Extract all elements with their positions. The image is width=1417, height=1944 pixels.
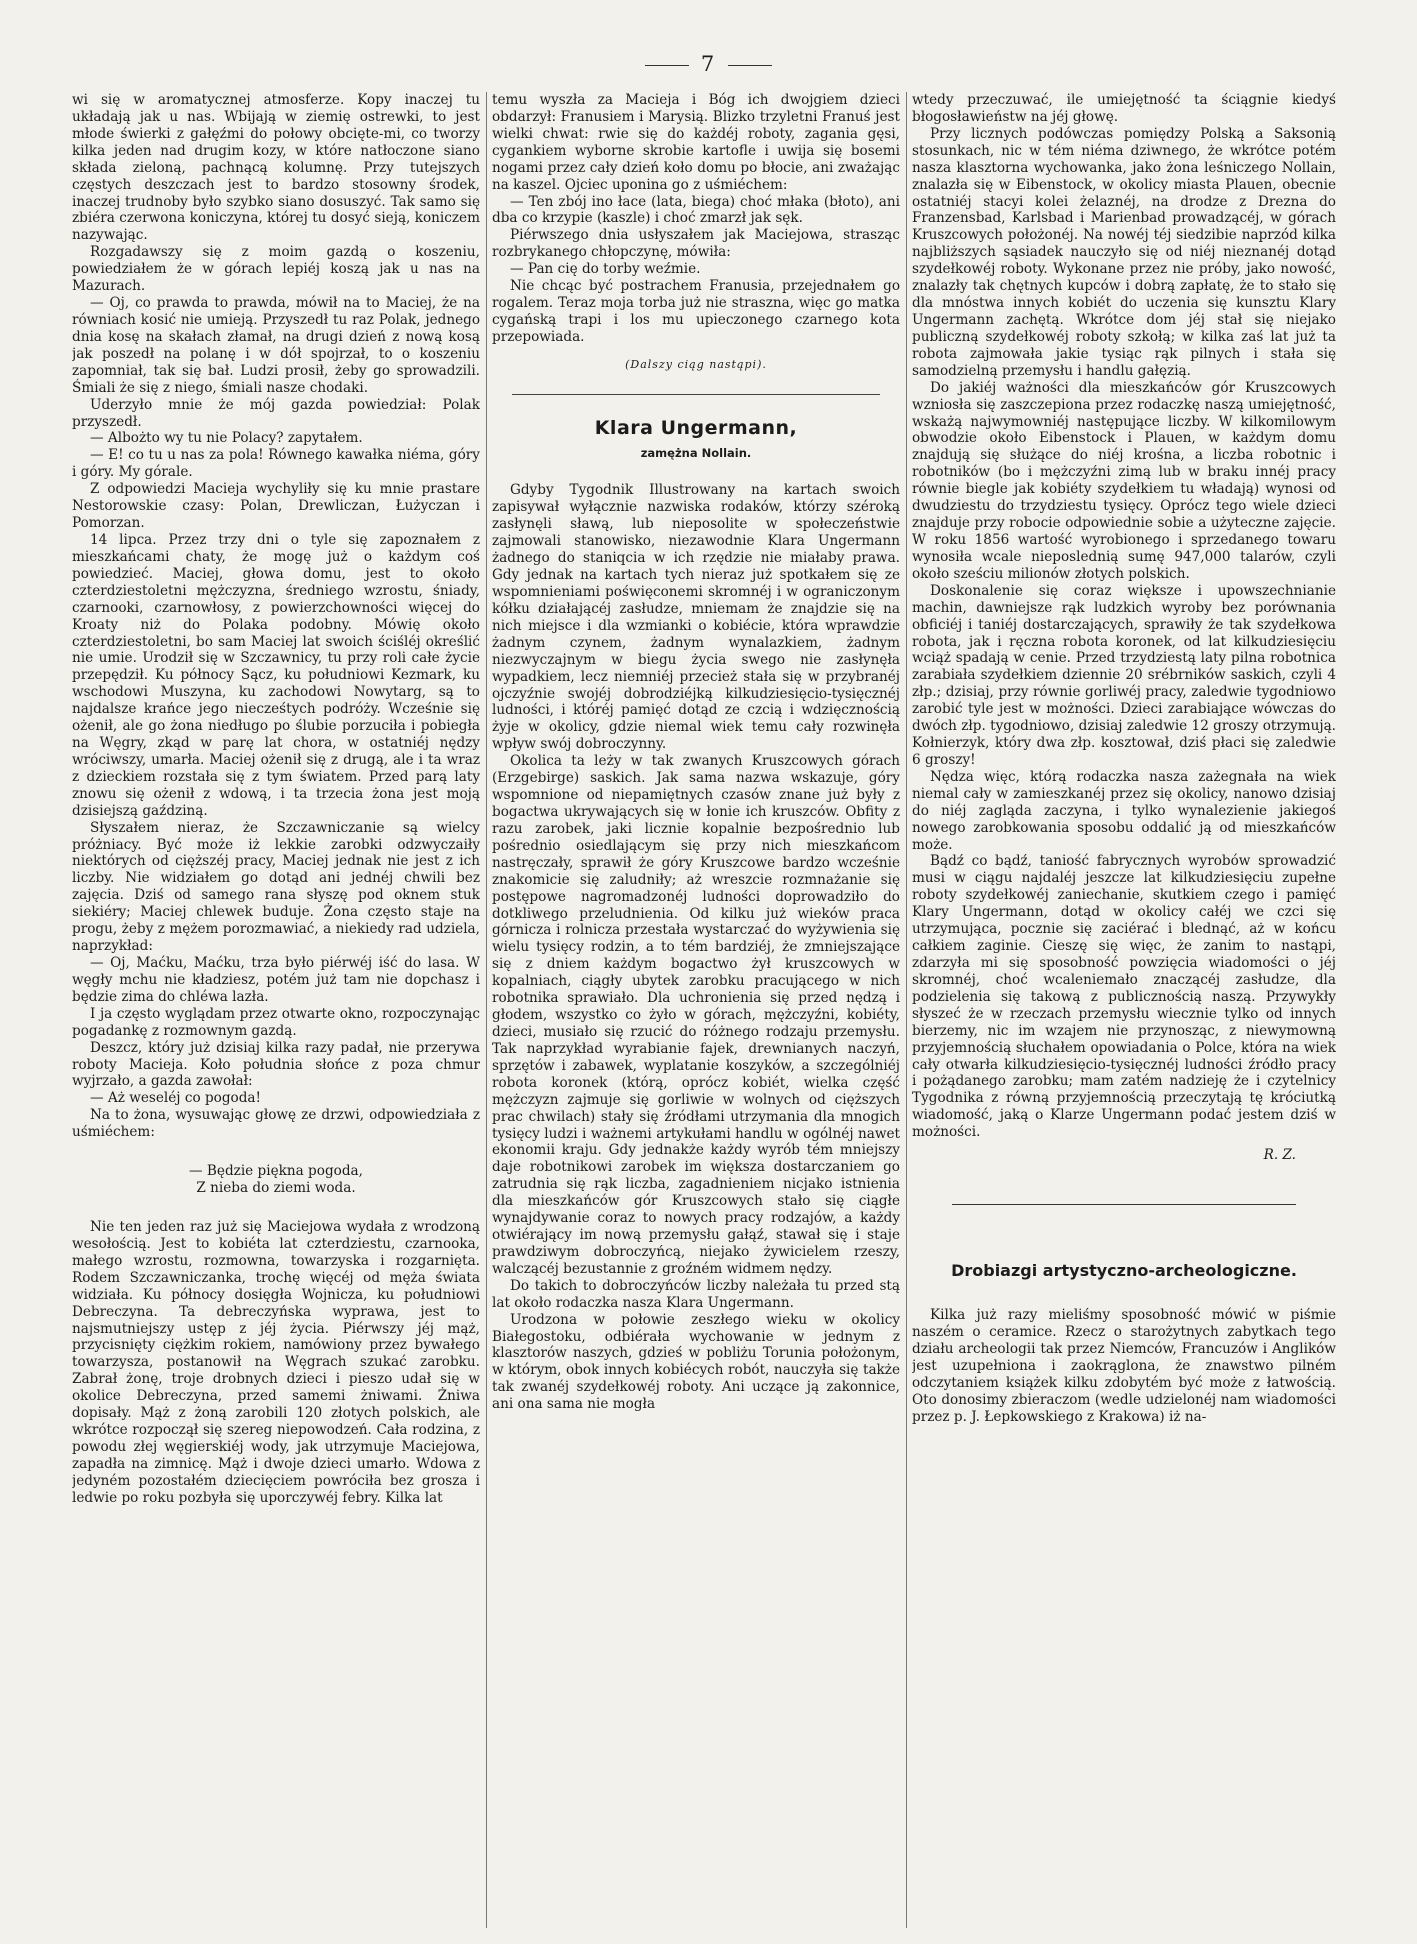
column-rule-2 [906, 92, 907, 1928]
paragraph: Z odpowiedzi Macieja wychyliły się ku mnie prastare Nestorowskie czasy: Polan, Drewliczan, Łużyczan i Pomorzan. [72, 481, 480, 532]
paragraph: Nędza więc, którą rodaczka nasza zażegnała na wiek niemal cały w zamieszkanéj przez się okolicy, nanowo dzisiaj do niéj zagląda zaczyna, i tylko wynalezienie jakiegoś nowego zarobkowania sposobu oddalić ją od mieszkańców może. [912, 768, 1336, 853]
paragraph: Uderzyło mnie że mój gazda powiedział: Polak przyszedł. [72, 396, 480, 430]
paragraph: — E! co tu u nas za pola! Równego kawałka niéma, góry i góry. My górale. [72, 447, 480, 481]
paragraph: I ja często wyglądam przez otwarte okno, rozpoczynając pogadankę z rozmownym gazdą. [72, 1005, 480, 1039]
column-2 [492, 92, 900, 1928]
paragraph: Nie ten jeden raz już się Maciejowa wydała z wrodzoną wesołością. Jest to kobiéta lat czterdziestu, czarnooka, małego wzrostu, rozmowna, towarzyska i rozgarnięta. Rodem Szczawniczanka, trochę więcéj od męża świata widziała. Ku północy dosięgła Wojnicza, ku południowi Debreczyna. Ta debreczyńska wyprawa, jest to najsmutniejszy ustęp z jéj życia. Piérwszy jéj mąż, przycisnięty ciężkim rokiem, namówiony przez bywałego towarzysza, postanowił na Węgrach szukać zarobku. Zabrał żonę, troje drobnych dzieci i pieszo udał się w okolice Debreczyna, przed samemi żniwami. Żniwa dopisały. Mąż z żoną zarobili 120 złotych polskich, ale wkrótce rozpoczął się szereg niepowodzeń. Cała rodzina, z powodu złej węgierskiéj wody, jak utrzymuje Maciejowa, zapadła na zimnicę. Mąż i dwoje dzieci umarło. Wdowa z jedyném pozostałém dziecięciem powróciła bez grosza i ledwie po roku pozbyła się uporczywéj febry. Kilka lat [72, 1219, 480, 1506]
paragraph: Przy licznych podówczas pomiędzy Polską a Saksonią stosunkach, nic w tém niéma dziwnego, że wkrótce potém nasza klasztorna wychowanka, jako żona leśniczego Nollain, znalazła się w Eibenstock, w okolicy miasta Plauen, obecnie ostatniéj stacyi kolei żelaznéj, na drodze z Drezna do Franzensbad, Karlsbad i Marienbad prowadzącéj, w górach Kruszcowych położonéj. Na nowéj téj siedzibie naprzód kilka najbliższych sąsiadek nauczyło się od niéj nieznanéj dotąd szydełkowéj roboty. Wykonane przez nie próby, jako nowość, znalazły tak chętnych kupców i dobrą zapłatę, że to stało się dla mnóstwa innych kobiét do uczenia się kunsztu Klary Ungermann zachętą. Wkrótce dom jéj stał się niejako publiczną szydełkowéj roboty szkołą; w kilka zaś lat już ta robota zajmowała jakie tysiąc rąk pilnych i stała się samodzielną przemysłu i handlu gałęzią. [912, 125, 1336, 379]
paragraph: Na to żona, wysuwając głowę ze drzwi, odpowiedziała z uśmiéchem: [72, 1107, 480, 1141]
paragraph: Urodzona w połowie zeszłego wieku w okolicy Białegostoku, odbiérała wychowanie w jednym z klasztorów naszych, gdzieś w pobliżu Torunia położonym, w którym, obok innych kobiécych robót, nauczyła się także tak zwanéj szydełkowéj roboty. Ani uczące ją zakonnice, ani ona sama nie mogła [492, 1311, 900, 1413]
paragraph: — Oj, Maćku, Maćku, trza było piérwéj iść do lasa. W węgły mchu nie kładziesz, potém już tam nie dopchasz i będzie zima do chléwa lazła. [72, 955, 480, 1005]
paragraph: — Ten zbój ino łace (lata, biega) choć młaka (błoto), ani dba co krzypie (kaszle) i choć zmarzł jak sęk. [492, 193, 900, 227]
column-3 [912, 92, 1336, 1928]
paragraph: 14 lipca. Przez trzy dni o tyle się zapoznałem z mieszkańcami chaty, że mogę już o każdym coś powiedzieć. Maciej, głowa domu, jest to około czterdziestoletni mężczyzna, średniego wzrostu, śniady, czarnooki, czarnowłosy, z powierzchowności więcej do Kroaty niż do Polaka podobny. Mówię około czterdziestoletni, bo sam Maciej lat swoich ściśléj określić nie umie. Urodził się w Szczawnicy, tu przy roli całe życie przepędził. Ku północy Sącz, ku południowi Kezmark, ku wschodowi Muszyna, ku zachodowi Nowytarg, są to najdalsze krańce jego niecześtych podróży. Wcześnie się ożenił, ale go żona niedługo po ślubie porzuciła i pobiegła na Węgry, zkąd w parę lat chora, w ostatniéj nędzy wróciwszy, umarła. Maciej ożenił się z drugą, ale i ta wraz z dzieckiem rozstała się z tym światem. Przed parą laty znowu się ożenił z wdową, i ta trzecia żona jest moją dzisiejszą gaździną. [72, 531, 480, 819]
paragraph: Doskonalenie się coraz większe i upowszechnianie machin, dawniejsze rąk ludzkich wyroby bez porównania obficiéj i taniéj dostarczających, sprawiły że tak szydełkowa robota, jak i ręczna robota koronek, od lat kilkudziesięciu wciąż spadają w cenie. Przed trzydziestą laty pilna robotnica zarabiała szydełkiem dziennie 20 srébrników saskich, czyli 4 złp.; dzisiaj, przy równie gorliwéj pracy, zaledwie tygodniowo zarobić tyle jest w możności. Dzieci zarabiające wówczas do dwóch złp. tygodniowo, dzisiaj zaledwie 12 groszy otrzymują. Kołnierzyk, który dwa złp. kosztował, dziś płaci się zaledwie 6 groszy! [912, 582, 1336, 768]
author-signature: R. Z. [1263, 1147, 1296, 1164]
folio-dash-left [645, 65, 689, 66]
paragraph: wtedy przeczuwać, ile umiejętność ta ściągnie kiedyś błogosławieństw na jéj głowę. [912, 92, 1336, 125]
paragraph: Piérwszego dnia usłyszałem jak Maciejowa, strasząc rozbrykanego chłopczynę, mówiła: [492, 227, 900, 261]
section-title: Drobiazgi artystyczno-archeologiczne. [951, 1261, 1297, 1281]
article-title: Klara Ungermann, [594, 416, 798, 439]
column-1 [72, 92, 480, 1928]
article-subtitle: zamężna Nollain. [640, 446, 752, 461]
page-number [0, 52, 1417, 76]
paragraph: Rozgadawszy się z moim gazdą o koszeniu, powiedziałem że w górach lepiéj koszą jak u nas na Mazurach. [72, 244, 480, 295]
paragraph: Słyszałem nieraz, że Szczawniczanie są wielcy próżniacy. Być może iż lekkie zarobki odzwyczaiły niektórych od cięższéj pracy, Maciej jednak nie jest z ich liczby. Nie widziałem go dotąd ani jednéj chwili bez zajęcia. Dziś od samego rana słyszę pod oknem stuk siekiéry; Maciej chlewek buduje. Żona często staje na progu, żeby z mężem porozmawiać, a niekiedy rad udziela, naprzykład: [72, 819, 480, 955]
paragraph: temu wyszła za Macieja i Bóg ich dwojgiem dzieci obdarzył: Franusiem i Marysią. Blizko trzyletni Franuś jest wielki chwat: rwie się do każdéj roboty, zagania gęsi, cygankiem wyborne skrobie kartofle i uwija się bosemi nogami przez cały dzień koło domu po błocie, ani zważając na kaszel. Ojciec uponina go z uśmiéchem: [492, 92, 900, 193]
verse [72, 1163, 480, 1197]
paragraph: — Oj, co prawda to prawda, mówił na to Maciej, że na równiach kosić nie umieją. Przyszedł tu raz Polak, jednego dnia kosę na skałach złamał, na drugi dzień z nową kosą jak poszedł na polanę i w dół spojrzał, to o koszeniu zapomniał, tak się bał. Ludzi prosił, żeby go sprowadzili. Śmiali że się z niego, śmiali nasze chodaki. [72, 295, 480, 396]
verse-line: — Będzie piękna pogoda, [189, 1163, 363, 1180]
paragraph: Nie chcąc być postrachem Franusia, przejednałem go rogalem. Teraz moja torba już nie straszna, więc go matka cygańską trapi i los mu upieczonego czarnego kota przepowiada. [492, 278, 900, 345]
paragraph: Deszcz, który już dzisiaj kilka razy padał, nie przerywa roboty Macieja. Koło południa słońce z poza chmur wyjrzało, a gazda zawołał: [72, 1039, 480, 1090]
paragraph: wi się w aromatycznej atmosferze. Kopy inaczej tu układają jak u nas. Wbijają w ziemię ostrewki, to jest młode świerki z gałęźmi do połowy obcięte-mi, co tworzy kilka jeden nad drugim kozy, w które natłoczone siano składa zieloną, pachnącą kolumnę. Przy tutejszych częstych deszczach jest to bardzo stosowny środek, inaczej trudnoby było szybko siano dosuszyć. Tak samo się zbiéra czerwona koniczyna, której tu dosyć sieją, koniczem nazywając. [72, 92, 480, 244]
page-number-text: 7 [700, 52, 717, 76]
paragraph: Do jakiéj ważności dla mieszkańców gór Kruszcowych wzniosła się zaszczepiona przez rodaczkę naszą umiejętność, wskażą najwymowniéj następujące liczby. W kilkomilowym obwodzie około Eibenstock i Plauen, w każdym domu znajdują się służące do niéj krośna, a liczba robotnic i robotników (bo i mężczyźni zimą lub w braku innéj pracy równie biegle jak kobiéty szydełkiem tu władają) wynosi od dwudziestu do trzydziestu tysięcy. Oprócz tego wiele dzieci znajduje przy robocie odpowiednie sobie a użyteczne zajęcie. W roku 1856 wartość wyrobionego i sprzedanego towaru wynosiła wcale nieposlednią sumę 947,000 talarów, czyli około sześciu milionów złotych polskich. [912, 379, 1336, 582]
section-divider [952, 1204, 1296, 1205]
paragraph: — Albożto wy tu nie Polacy? zapytałem. [90, 430, 363, 447]
paragraph: Do takich to dobroczyńców liczby należała tu przed stą lat około rodaczka nasza Klara Ungermann. [492, 1277, 900, 1311]
section-divider [512, 394, 880, 395]
paragraph: — Pan cię do torby weźmie. [510, 261, 701, 278]
column-rule-1 [486, 92, 487, 1928]
paragraph: Kilka już razy mieliśmy sposobność mówić w piśmie naszém o ceramice. Rzecz o starożytnych zabytkach tego działu archeologii tak przez Niemców, Francuzów i Anglików jest uzupełniona i zaokrąglona, że znawstwo pilném odczytaniem książek kilku zdobytém być może z łatwością. Oto donosimy zbieraczom (wedle udzielonéj nam wiadomości przez p. J. Łepkowskiego z Krakowa) iż na- [912, 1306, 1336, 1425]
paragraph: Okolica ta leży w tak zwanych Kruszcowych górach (Erzgebirge) saskich. Jak sama nazwa wskazuje, góry wspomnione od niepamiętnych czasów znane już były z bogactwa ukrywających się w łonie ich kruszców. Obfity z razu zarobek, jaki licznie kopalnie bezpośrednio lub pośrednio osiedlającym się przy nich mieszkańcom nastręczały, sprawił że góry Kruszcowe bardzo wcześnie znakomicie się zaludniły; aż wreszcie rozmnażanie się postępowe nagromadzonéj ludności doprowadziło do dotkliwego przeludnienia. Od kilku już wieków praca górnicza i rolnicza przestała wystarczać do wyżywienia się wielu tysięcy rodzin, a to tém bardziéj, że zmniejszające się z dniem każdym bogactwo żył kruszcowych w kopalniach, ciągły ubytek zarobku pracującego w nich robotnika sprawiało. Dla uchronienia się przed nędzą i głodem, wszystko co żyło w górach, mężczyźni, kobiéty, dzieci, musiało się rzucić do różnego rodzaju przemysłu. Tak naprzykład wyrabianie fajek, drewnianych naczyń, sprzętów i zabawek, wyplatanie koszyków, a szczególniéj robota koronek (którą, oprócz kobiét, wielka część mężczyzn zajmuje się gorliwie w wolnych od cięższych prac chwilach) stały się źródłami utrzymania dla mnogich tysięcy ludzi i ważnemi artykułami handlu w ogólnéj nawet ekonomii kraju. Gdy jednakże każdy wyrób tém mniejszy daje robotnikowi zarobek im większa dostarczaniem go zatrudnia się rąk liczba, zagadnieniem nicjako istnienia dla mieszkańców gór Kruszcowych stało się ciągłe wynajdywanie coraz to nowych pracy rodzajów, a każdy otwiérający im nową przemysłu gałąź, stawał się i staje prawdziwym dobroczyńcą, niejako żywicielem rzeszy, walczącéj bezustannie z groźném widmem nędzy. [492, 753, 900, 1277]
folio-dash-right [728, 65, 772, 66]
paragraph: Bądź co bądź, taniość fabrycznych wyrobów sprowadzić musi w ciągu najdaléj jeszcze lat kilkudziesięciu zupełne roboty szydełkowéj zaniechanie, skutkiem czego i pamięć Klary Ungermann, dotąd w okolicy całéj we czci się utrzymująca, pocznie się zaciérać i blednąć, aż w końcu całkiem zaginie. Cieszę się więc, że zanim to nastąpi, zdarzyła mi się sposobność powzięcia wiadomości o jéj skromnéj, choć wcaleniemało znaczącéj zasłudze, dla podzielenia się takową z publicznością naszą. Przywykły słyszeć że w rzeczach przemysłu wiecznie tylko od innych bierzemy, nic im wzajem nie przynosząc, z niewymowną przyjemnością słuchałem opowiadania o Polce, która na wiek cały otwarła kilkudziesięcio-tysięcznéj ludności źródło pracy i pożądanego zarobku; mam zatém nadzieję że i czytelnicy Tygodnika z równą przyjemnością przeczytają tę króciutką wiadomość, jaką o Klarze Ungermann podać jestem dziś w możności. [912, 853, 1336, 1141]
paragraph: Gdyby Tygodnik Illustrowany na kartach swoich zapisywał wyłącznie nazwiska rodaków, którzy széroką zasłynęli sławą, lub nieposolite w społeczeństwie zajmowali stanowisko, niezawodnie Klara Ungermann żadnego do staniqcia w ich rzędzie nie miałaby prawa. Gdy jednak na kartach tych nieraz już spotkałem się ze wspomnieniami poświęconemi skromnéj i w ograniczonym kółku działającéj zasłudze, mniemam że znajdzie się na nich miejsce i dla wzmianki o kobiécie, która wprawdzie żadnym czynem, żadnym wynalazkiem, żadnym niezwyczajnym w biegu życia swego nie zasłynęła wypadkiem, lecz niemniéj przecież stała się w przybranéj ojczyźnie swojéj dobrodziéjką kilkudziesięcio-tysięcznéj ludności, i któréj pamięć dotąd ze czcią i wdzięcznością żyje w okolicy, gdzie niemal wiek temu cały rozwinęła wpływ swój dobroczynny. [492, 482, 900, 753]
paragraph: — Aż weseléj co pogoda! [90, 1090, 262, 1107]
verse-line: Z nieba do ziemi woda. [196, 1180, 356, 1197]
continued-note: (Dalszy ciąg nastąpi). [625, 357, 767, 371]
